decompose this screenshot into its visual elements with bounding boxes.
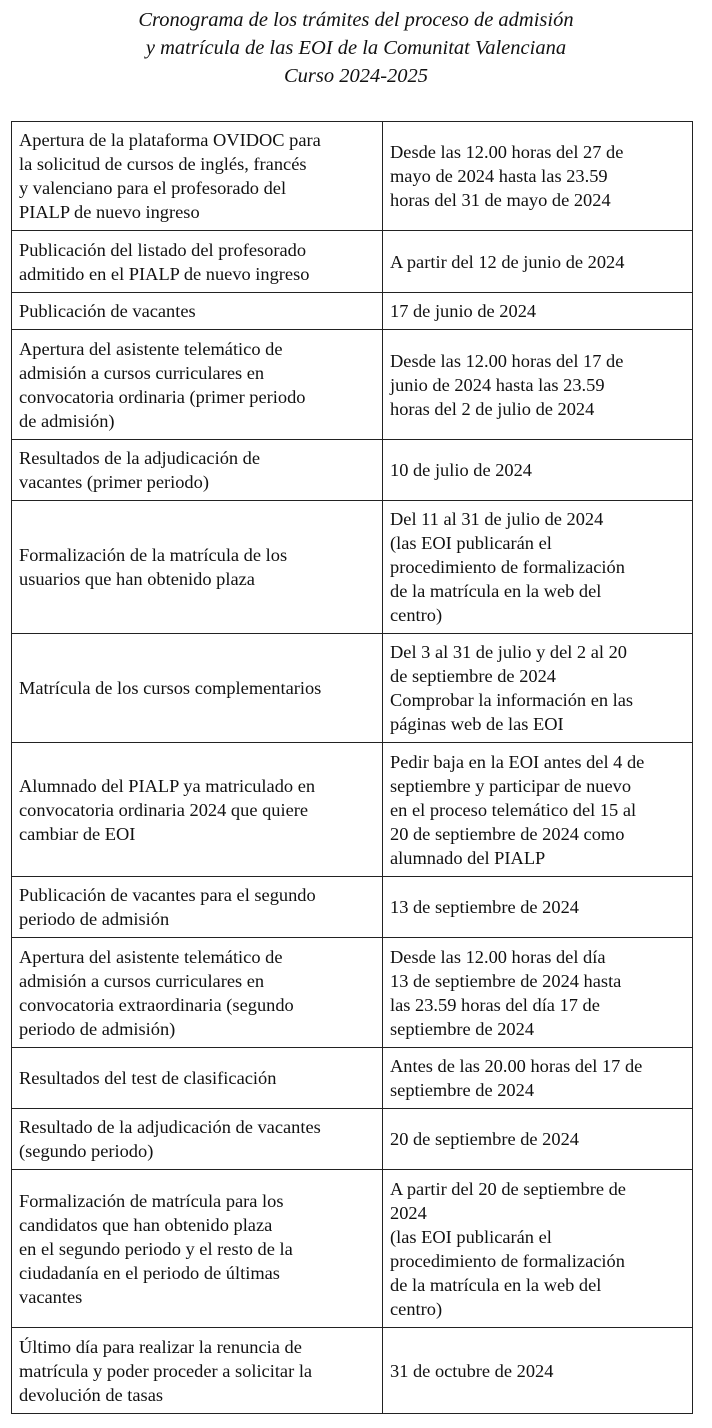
procedure-cell: Resultados del test de clasificación [12, 1048, 383, 1109]
procedure-cell: Resultados de la adjudicación de vacantes (primer periodo) [12, 440, 383, 501]
date-cell: A partir del 12 de junio de 2024 [383, 231, 693, 293]
date-cell: 31 de octubre de 2024 [383, 1328, 693, 1414]
title-line-2: y matrícula de las EOI de la Comunitat Valenciana [145, 37, 567, 59]
procedure-cell: Formalización de matrícula para los candidatos que han obtenido plaza en el segundo periodo y el resto de la ciudadanía en el periodo de últimas vacantes [12, 1170, 383, 1328]
procedure-cell: Publicación del listado del profesorado admitido en el PIALP de nuevo ingreso [12, 231, 383, 293]
procedure-cell: Matrícula de los cursos complementarios [12, 634, 383, 743]
document-title [0, 6, 712, 90]
date-cell: Desde las 12.00 horas del 27 de mayo de 2024 hasta las 23.59 horas del 31 de mayo de 2024 [383, 122, 693, 231]
table-row [12, 938, 693, 1048]
date-cell: 10 de julio de 2024 [383, 440, 693, 501]
procedure-cell: Publicación de vacantes [12, 293, 383, 330]
table-row [12, 330, 693, 440]
table-row [12, 743, 693, 877]
table-row [12, 440, 693, 501]
date-cell: 17 de junio de 2024 [383, 293, 693, 330]
procedure-cell: Resultado de la adjudicación de vacantes (segundo periodo) [12, 1109, 383, 1170]
table-row [12, 122, 693, 231]
date-cell: 20 de septiembre de 2024 [383, 1109, 693, 1170]
table-row [12, 293, 693, 330]
procedure-cell: Apertura de la plataforma OVIDOC para la solicitud de cursos de inglés, francés y valenciano para el profesorado del PIALP de nuevo ingreso [12, 122, 383, 231]
date-cell: Antes de las 20.00 horas del 17 de septiembre de 2024 [383, 1048, 693, 1109]
table-row [12, 1109, 693, 1170]
table-row [12, 501, 693, 634]
procedure-cell: Formalización de la matrícula de los usuarios que han obtenido plaza [12, 501, 383, 634]
date-cell: A partir del 20 de septiembre de 2024 (las EOI publicarán el procedimiento de formalización de la matrícula en la web del centro) [383, 1170, 693, 1328]
table-row [12, 231, 693, 293]
date-cell: Del 3 al 31 de julio y del 2 al 20 de septiembre de 2024 Comprobar la información en las páginas web de las EOI [383, 634, 693, 743]
title-line-3: Curso 2024-2025 [283, 65, 429, 87]
title-line-1: Cronograma de los trámites del proceso de admisión [138, 9, 574, 31]
date-cell: 13 de septiembre de 2024 [383, 877, 693, 938]
procedure-cell: Publicación de vacantes para el segundo periodo de admisión [12, 877, 383, 938]
table-row [12, 1328, 693, 1414]
schedule-table [11, 121, 693, 1414]
table-row [12, 634, 693, 743]
procedure-cell: Último día para realizar la renuncia de matrícula y poder proceder a solicitar la devolución de tasas [12, 1328, 383, 1414]
table-row [12, 1048, 693, 1109]
table-row [12, 1170, 693, 1328]
date-cell: Del 11 al 31 de julio de 2024 (las EOI publicarán el procedimiento de formalización de la matrícula en la web del centro) [383, 501, 693, 634]
procedure-cell: Alumnado del PIALP ya matriculado en convocatoria ordinaria 2024 que quiere cambiar de EOI [12, 743, 383, 877]
table-row [12, 877, 693, 938]
date-cell: Desde las 12.00 horas del 17 de junio de 2024 hasta las 23.59 horas del 2 de julio de 2024 [383, 330, 693, 440]
date-cell: Desde las 12.00 horas del día 13 de septiembre de 2024 hasta las 23.59 horas del día 17 de septiembre de 2024 [383, 938, 693, 1048]
date-cell: Pedir baja en la EOI antes del 4 de septiembre y participar de nuevo en el proceso telemático del 15 al 20 de septiembre de 2024 como alumnado del PIALP [383, 743, 693, 877]
procedure-cell: Apertura del asistente telemático de admisión a cursos curriculares en convocatoria ordinaria (primer periodo de admisión) [12, 330, 383, 440]
procedure-cell: Apertura del asistente telemático de admisión a cursos curriculares en convocatoria extraordinaria (segundo periodo de admisión) [12, 938, 383, 1048]
